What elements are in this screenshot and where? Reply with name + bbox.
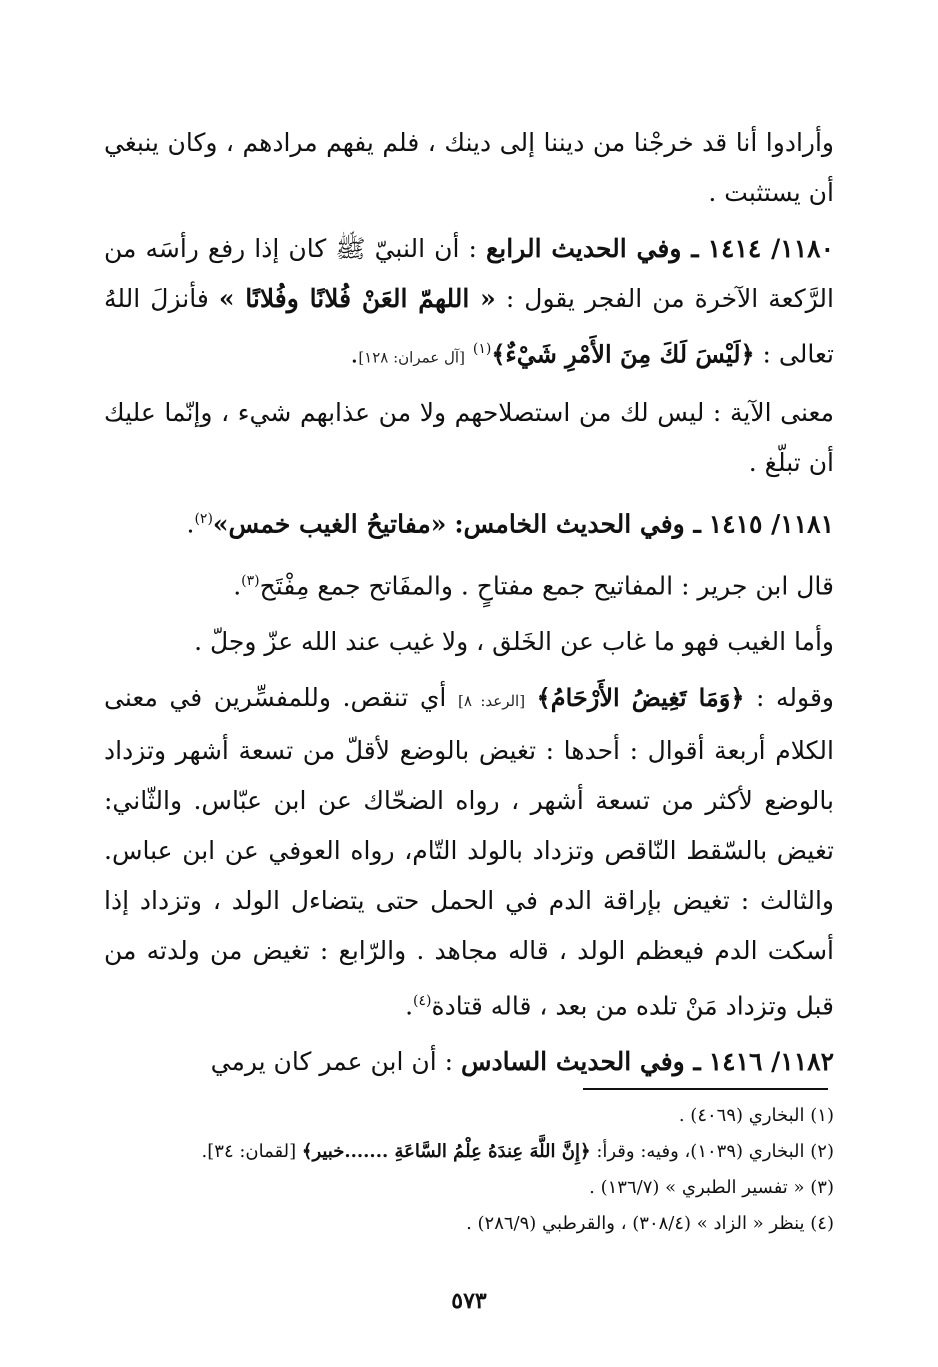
quran-verse: ﴿لَيْسَ لَكَ مِنَ الأَمْرِ شَيْءٌ﴾ [491, 339, 755, 369]
quran-verse: ﴿إِنَّ اللَّهَ عِندَهُ عِلْمُ السَّاعَةِ .......خبير﴾ [301, 1141, 591, 1162]
punctuation: . [350, 339, 359, 369]
hadith-6 [104, 1037, 834, 1087]
hadith-quote: « اللهمّ العَنْ فُلانًا وفُلانًا » [218, 284, 496, 313]
footnote-2 [104, 1134, 834, 1170]
hadith-heading: ـ وفي الحديث الخامس: [454, 509, 701, 539]
footnote-1: (١) البخاري (٤٠٦٩) . [678, 1105, 834, 1126]
footnote-marker: (٣) [241, 572, 260, 589]
hadith-heading: ـ وفي الحديث السادس [461, 1047, 701, 1077]
paragraph-text: وأما الغيب فهو ما غاب عن الخَلق ، ولا غيب عند الله عزّ وجلّ . [194, 626, 834, 656]
paragraph-verse-meaning [104, 388, 834, 488]
punctuation: . [186, 509, 195, 539]
hadith-number: ١١٨١/ ١٤١٥ [708, 509, 834, 539]
verse-reference: [آل عمران: ١٢٨] [358, 348, 465, 367]
paragraph-continuation [104, 118, 834, 218]
paragraph-text: معنى الآية : ليس لك من استصلاحهم ولا من عذابهم شيء ، وإنّما عليك أن تبلّغ . [104, 398, 834, 478]
footnote-text: (٢) البخاري (١٠٣٩)، وفيه: وقرأ: [596, 1141, 834, 1162]
footnote-marker: (١) [472, 341, 492, 357]
footnote-marker: (٢) [194, 511, 213, 528]
paragraph-text: وقوله : [756, 682, 834, 712]
verse-reference: [الرعد: ٨] [457, 691, 526, 710]
footnotes [104, 1098, 834, 1242]
hadith-number: ١١٨٢/ ١٤١٦ [708, 1047, 834, 1077]
main-text [104, 118, 834, 1093]
paragraph-ibn-jarir [104, 556, 834, 611]
quran-verse: ﴿وَمَا تَغِيضُ الأَرْحَامُ﴾ [536, 682, 745, 712]
hadith-text: : أن النبيّ ﷺ كان إذا رفع رأسَه من الرَّكعة الآخرة من الفجر يقول : [104, 234, 834, 313]
hadith-quote: «مفاتيحُ الغيب خمس» [212, 509, 447, 539]
hadith-text: فأنزلَ اللهُ تعالى : [104, 284, 834, 369]
paragraph-text: وأرادوا أنا قد خرجْنا من ديننا إلى دينك ، فلم يفهم مرادهم ، وكان ينبغي أن يستثبت . [104, 128, 834, 207]
footnote-text: [لقمان: ٣٤]. [201, 1141, 297, 1162]
hadith-4 [104, 224, 834, 382]
punctuation: . [405, 991, 414, 1021]
hadith-heading: ـ وفي الحديث الرابع [486, 234, 699, 263]
footnote-marker: (٤) [413, 992, 432, 1009]
hadith-5 [104, 494, 834, 549]
footnote-3: (٣) « تفسير الطبري » (١٣٦/٧) . [589, 1177, 834, 1198]
hadith-number: ١١٨٠/ ١٤١٤ [707, 234, 834, 263]
paragraph-text: قال ابن جرير : المفاتيح جمع مفتاحٍ . والمفَاتح جمع مِفْتَح [259, 570, 834, 600]
paragraph-text: أي تنقص. وللمفسِّرين في معنى الكلام أربعة أقوال : أحدها : تغيض بالوضع لأقلّ من تسعة أشهر وتزداد بالوضع لأكثر من تسعة أشهر ، رواه الضحّاك عن ابن عبّاس. والثّاني: تغيض بالسّقط النّاقص وتزداد بالولد التّام، رواه العوفي عن ابن عباس. والثالث : تغيض بإراقة الدم في الحمل حتى يتضاءل الولد ، وتزداد إذا أسكت الدم فيعظم الولد ، قاله مجاهد . والرّابع : تغيض من ولدته من قبل وتزداد مَنْ تلده من بعد ، قاله قتادة [104, 682, 834, 1021]
footnote-4: (٤) ينظر « الزاد » (٣٠٨/٤) ، والقرطبي (٢٨٦/٩) . [466, 1213, 834, 1234]
page-number: ٥٧٣ [451, 1288, 487, 1314]
footnote-separator [583, 1088, 828, 1090]
paragraph-ghayb [104, 617, 834, 667]
hadith-text: : أن ابن عمر كان يرمي [210, 1047, 454, 1077]
paragraph-tafsir [104, 673, 834, 1031]
punctuation: . [233, 570, 242, 600]
